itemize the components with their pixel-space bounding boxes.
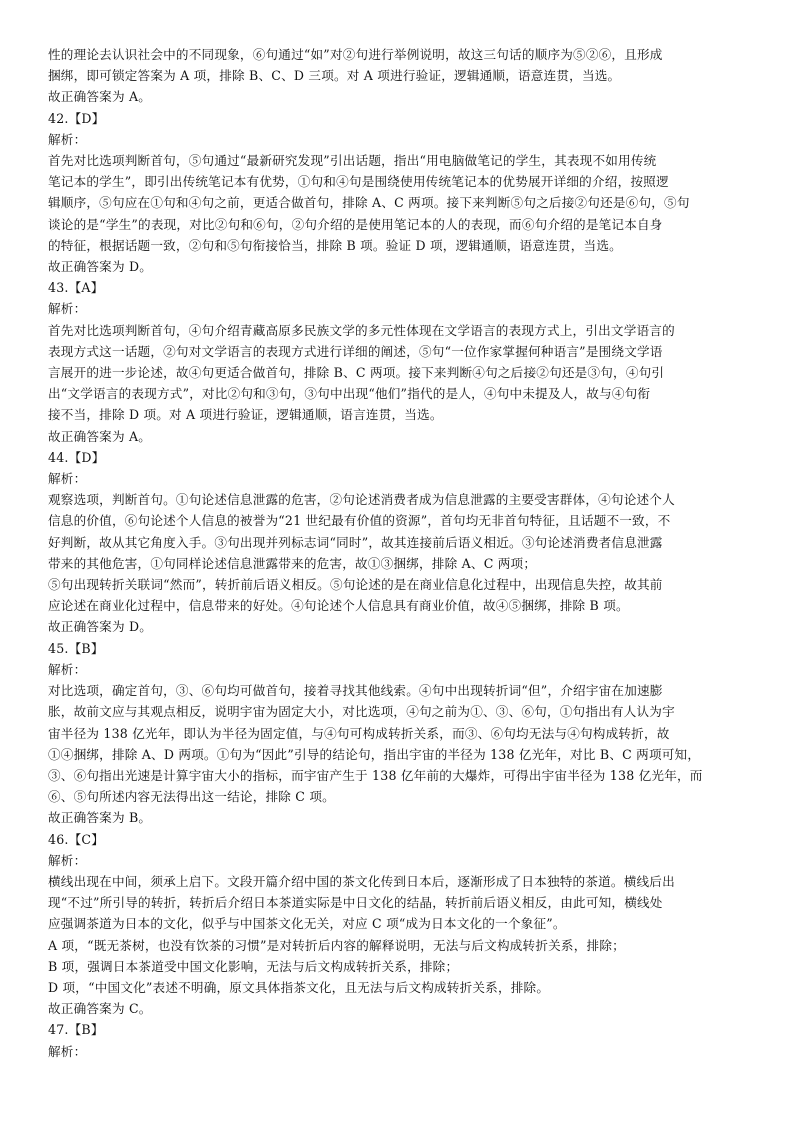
text-line: ①④捆绑，排除 A、D 两项。①句为“因此”引导的结论句，指出宇宙的半径为 138 亿光年，对比 B、C 两项可知， — [48, 746, 701, 762]
text-line: 首先对比选项判断首句，⑤句通过“最新研究发现”引出话题，指出“用电脑做笔记的学生，其表现不如用传统 — [48, 153, 657, 169]
text-line: 观察选项，判断首句。①句论述信息泄露的危害，②句论述消费者成为信息泄露的主要受害群体，④句论述个人 — [48, 492, 675, 508]
text-line: 带来的其他危害，①句同样论述信息泄露带来的危害，故①③捆绑，排除 A、C 两项； — [48, 555, 537, 571]
text-line: 故正确答案为 B。 — [48, 810, 152, 826]
text-line: 解析： — [48, 661, 87, 677]
text-line: 44.【D】 — [48, 449, 105, 465]
text-line: 首先对比选项判断首句，④句介绍青藏高原多民族文学的多元性体现在文学语言的表现方式上，引出文学语言的 — [48, 322, 675, 338]
text-line: 解析： — [48, 131, 87, 147]
text-line: 46.【C】 — [48, 831, 105, 847]
text-line: 故正确答案为 A。 — [48, 428, 152, 444]
text-line: 胀，故前文应与其观点相反，说明宇宙为固定大小，对比选项，④句之前为①、③、⑥句，①句指出有人认为宇 — [48, 704, 675, 720]
text-line: ⑤句出现转折关联词“然而”，转折前后语义相反。⑤句论述的是在商业信息化过程中，出现信息失控，故其前 — [48, 577, 663, 593]
text-line: 解析： — [48, 852, 87, 868]
text-line: ⑥、⑤句所述内容无法得出这一结论，排除 C 项。 — [48, 789, 335, 805]
text-line: 应强调茶道为日本的文化，似乎与中国茶文化无关，对应 C 项“成为日本文化的一个象征”。 — [48, 916, 566, 932]
text-line: 应论述在商业化过程中，信息带来的好处。④句论述个人信息具有商业价值，故④⑤捆绑，排除 B 项。 — [48, 598, 629, 614]
text-line: 横线出现在中间，须承上启下。文段开篇介绍中国的茶文化传到日本后，逐渐形成了日本独特的茶道。横线后出 — [48, 873, 675, 889]
text-line: 解析： — [48, 301, 87, 317]
text-line: 言展开的进一步论述，故④句更适合做首句，排除 B、C 两项。接下来判断④句之后接②句还是③句，④句引 — [48, 365, 665, 381]
text-line: 接不当，排除 D 项。对 A 项进行验证，逻辑通顺，语言连贯，当选。 — [48, 407, 443, 423]
text-line: 47.【B】 — [48, 1022, 104, 1038]
text-line: 42.【D】 — [48, 110, 105, 126]
text-line: 故正确答案为 D。 — [48, 619, 153, 635]
text-line: 谈论的是“学生”的表现，对比②句和⑥句，②句介绍的是使用笔记本的人的表现，而⑥句介绍的是笔记本自身 — [48, 216, 663, 232]
text-line: 表现方式这一话题，②句对文学语言的表现方式进行详细的阐述，⑤句“一位作家掌握何种语言”是围绕文学语 — [48, 343, 663, 359]
text-line: 现“不过”所引导的转折，转折后介绍日本茶道实际是中日文化的结晶，转折前后语义相反，由此可知，横线处 — [48, 895, 663, 911]
text-line: 笔记本的学生”，即引出传统笔记本有优势，①句和④句是围绕使用传统笔记本的优势展开详细的介绍，按照逻 — [48, 174, 669, 190]
text-line: 信息的价值，⑥句论述个人信息的被誉为“21 世纪最有价值的资源”，首句均无非首句特征，且话题不一致，不 — [48, 513, 671, 529]
text-line: 45.【B】 — [48, 640, 104, 656]
text-line: ③、⑥句指出光速是计算宇宙大小的指标，而宇宙产生于 138 亿年前的大爆炸，可得出宇宙半径为 138 亿光年，而 — [48, 767, 703, 783]
text-line: 好判断，故从其它角度入手。③句出现并列标志词“同时”，故其连接前后语义相近。③句论述消费者信息泄露 — [48, 534, 663, 550]
text-line: 辑顺序，⑤句应在①句和④句之前，更适合做首句，排除 A、C 两项。接下来判断⑤句之后接②句还是⑥句，⑤句 — [48, 195, 690, 211]
text-line: 故正确答案为 A。 — [48, 89, 152, 105]
text-line: D 项，“中国文化”表述不明确，原文具体指茶文化，且无法与后文构成转折关系，排除。 — [48, 979, 550, 995]
text-line: 捆绑，即可锁定答案为 A 项，排除 B、C、D 三项。对 A 项进行验证，逻辑通顺，语意连贯，当选。 — [48, 68, 621, 84]
text-line: 解析： — [48, 1043, 87, 1059]
text-line: 对比选项，确定首句，③、⑥句均可做首句，接着寻找其他线索。④句中出现转折词“但”，介绍宇宙在加速膨 — [48, 683, 663, 699]
text-line: 解析： — [48, 471, 87, 487]
text-line: 43.【A】 — [48, 280, 104, 296]
answer-explanation-document — [48, 44, 754, 1062]
text-line: A 项，“既无茶树，也没有饮茶的习惯”是对转折后内容的解释说明，无法与后文构成转折关系，排除； — [48, 937, 625, 953]
text-line: 故正确答案为 C。 — [48, 1001, 152, 1017]
text-line: B 项，强调日本茶道受中国文化影响，无法与后文构成转折关系，排除； — [48, 958, 459, 974]
text-line: 性的理论去认识社会中的不同现象，⑥句通过“如”对②句进行举例说明，故这三句话的顺序为⑤②⑥，且形成 — [48, 47, 663, 62]
text-line: 出“文学语言的表现方式”，对比②句和③句，③句中出现“他们”指代的是人，④句中未提及人，故与④句衔 — [48, 386, 651, 402]
text-line: 的特征，根据话题一致，②句和⑤句衔接恰当，排除 B 项。验证 D 项，逻辑通顺，语意连贯，当选。 — [48, 237, 622, 253]
text-line: 故正确答案为 D。 — [48, 259, 153, 275]
text-line: 宙半径为 138 亿光年，即认为半径为固定值，与④句可构成转折关系，而③、⑥句均无法与④句构成转折，故 — [48, 725, 670, 741]
